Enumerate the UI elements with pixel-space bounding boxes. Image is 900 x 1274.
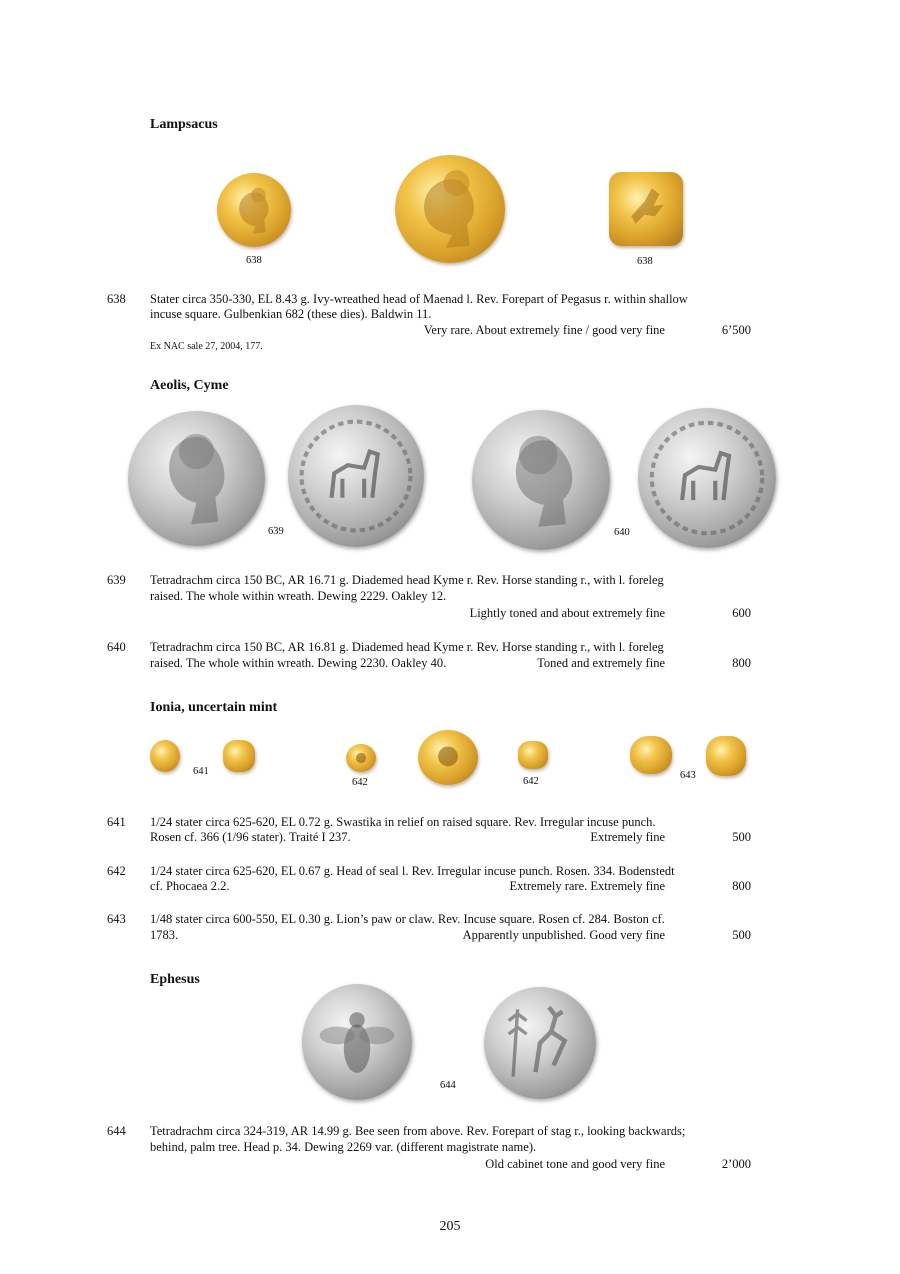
lot-number: 642 xyxy=(107,864,126,878)
coin-641-obverse xyxy=(150,740,180,772)
lot-description-line1: Tetradrachm circa 324-319, AR 14.99 g. Bee seen from above. Rev. Forepart of stag r., looking backwards; xyxy=(150,1124,686,1138)
caption-641: 641 xyxy=(193,766,209,777)
lot-grade: Old cabinet tone and good very fine xyxy=(485,1157,665,1171)
section-heading-cyme: Aeolis, Cyme xyxy=(150,378,229,393)
coin-641-reverse xyxy=(223,740,255,772)
lot-estimate: 800 xyxy=(732,656,751,670)
lot-estimate: 500 xyxy=(732,928,751,942)
lot-description-line2: incuse square. Gulbenkian 682 (these dies). Baldwin 11. xyxy=(150,307,432,321)
coin-643-obverse xyxy=(630,736,672,774)
coin-642-obverse-enlarged xyxy=(418,730,478,785)
coin-644-reverse xyxy=(484,987,596,1099)
lot-description-line2: raised. The whole within wreath. Dewing 2230. Oakley 40. xyxy=(150,656,447,670)
lot-description-line1: 1/24 stater circa 625-620, EL 0.67 g. Head of seal l. Rev. Irregular incuse punch. Rosen. 334. Bodenstedt xyxy=(150,864,675,878)
coin-640-reverse xyxy=(638,408,776,548)
lot-provenance: Ex NAC sale 27, 2004, 177. xyxy=(150,341,263,352)
lot-number: 638 xyxy=(107,292,126,306)
caption-642-left: 642 xyxy=(352,777,368,788)
lot-grade: Lightly toned and about extremely fine xyxy=(469,606,665,620)
caption-642-right: 642 xyxy=(523,776,539,787)
lot-description-line1: Tetradrachm circa 150 BC, AR 16.81 g. Diademed head Kyme r. Rev. Horse standing r., with l. foreleg xyxy=(150,640,664,654)
lot-description-line2: raised. The whole within wreath. Dewing 2229. Oakley 12. xyxy=(150,589,447,603)
lot-description-line1: Tetradrachm circa 150 BC, AR 16.71 g. Diademed head Kyme r. Rev. Horse standing r., with l. foreleg xyxy=(150,573,664,587)
lot-grade: Extremely fine xyxy=(590,830,665,844)
lot-description-line2: 1783. xyxy=(150,928,179,942)
coin-638-reverse xyxy=(609,172,683,246)
lot-description-line1: Stater circa 350-330, EL 8.43 g. Ivy-wreathed head of Maenad l. Rev. Forepart of Pegasus r. within shallow xyxy=(150,292,688,306)
caption-638-right: 638 xyxy=(637,256,653,267)
lot-description-line2: behind, palm tree. Head p. 34. Dewing 2269 var. (different magistrate name). xyxy=(150,1140,537,1154)
lot-number: 641 xyxy=(107,815,126,829)
lot-estimate: 800 xyxy=(732,879,751,893)
lot-number: 640 xyxy=(107,640,126,654)
lot-estimate: 600 xyxy=(732,606,751,620)
lot-description-line2: Rosen cf. 366 (1/96 stater). Traité I 237. xyxy=(150,830,351,844)
lot-number: 644 xyxy=(107,1124,126,1138)
coin-643-reverse xyxy=(706,736,746,776)
lot-grade: Apparently unpublished. Good very fine xyxy=(462,928,665,942)
coin-642-obverse xyxy=(346,744,376,772)
coin-642-reverse xyxy=(518,741,548,769)
lot-grade: Toned and extremely fine xyxy=(537,656,665,670)
caption-638-left: 638 xyxy=(246,255,262,266)
coin-638-obverse-enlarged xyxy=(395,155,505,263)
coin-639-obverse xyxy=(128,411,265,546)
lot-description-line1: 1/24 stater circa 625-620, EL 0.72 g. Swastika in relief on raised square. Rev. Irregular incuse punch. xyxy=(150,815,656,829)
section-heading-ionia: Ionia, uncertain mint xyxy=(150,700,278,715)
coin-640-obverse xyxy=(472,410,610,550)
caption-643: 643 xyxy=(680,770,696,781)
coin-639-reverse xyxy=(288,405,424,547)
lot-description-line1: 1/48 stater circa 600-550, EL 0.30 g. Lion’s paw or claw. Rev. Incuse square. Rosen cf. 284. Boston cf. xyxy=(150,912,665,926)
lot-number: 639 xyxy=(107,573,126,587)
section-heading-ephesus: Ephesus xyxy=(150,972,200,987)
lot-estimate: 6’500 xyxy=(721,323,751,337)
lot-number: 643 xyxy=(107,912,126,926)
lot-estimate: 2’000 xyxy=(721,1157,751,1171)
lot-grade: Very rare. About extremely fine / good very fine xyxy=(423,323,665,337)
page-number: 205 xyxy=(439,1219,461,1234)
section-heading-lampsacus: Lampsacus xyxy=(150,117,218,132)
caption-644: 644 xyxy=(440,1080,456,1091)
lot-estimate: 500 xyxy=(732,830,751,844)
caption-639: 639 xyxy=(268,526,284,537)
coin-638-obverse xyxy=(217,173,291,247)
lot-grade: Extremely rare. Extremely fine xyxy=(509,879,665,893)
coin-644-obverse xyxy=(302,984,412,1100)
lot-description-line2: cf. Phocaea 2.2. xyxy=(150,879,230,893)
caption-640: 640 xyxy=(614,527,630,538)
